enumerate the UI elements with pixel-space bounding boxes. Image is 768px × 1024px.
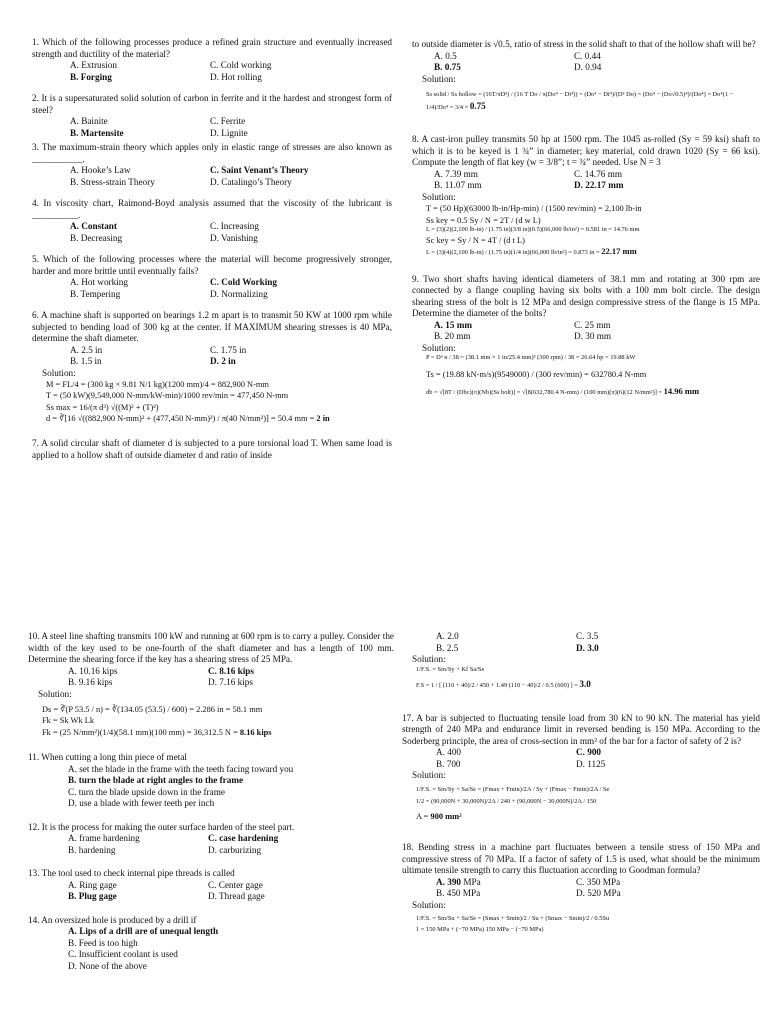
equation-shear-key: Ss key = 0.5 Sy / N = 2T / (d w L): [426, 215, 541, 225]
left-column-bottom: [28, 628, 394, 972]
question-18: [402, 842, 760, 934]
option-a: A. Extrusion: [70, 60, 117, 70]
equation-power: P = D³ n / 38 = (38.1 mm × 1 in/25.4 mm)³ (300 rpm) / 38 = 26.64 hp = 19.88 kW: [426, 354, 636, 362]
option-c: C. 3.5: [576, 631, 599, 641]
option-d: D. carburizing: [208, 844, 262, 855]
option-d: D. None of the above: [68, 960, 147, 971]
equation-bolt-diameter: [426, 386, 760, 398]
option-d: D. 30 mm: [574, 331, 612, 342]
equation-answer: 3.0: [579, 679, 591, 690]
option-b: B. Stress-strain Theory: [70, 176, 155, 187]
equation-text: F.S = 1 / [ (110 + 40)/2 / 450 + 1.49 (110 − 40)/2 / 0.5 (600) ] =: [416, 682, 580, 690]
page-bottom: [0, 512, 768, 1024]
option-b-answer: B. 0.75: [434, 62, 461, 72]
question-2: [32, 93, 392, 139]
solution-label: Solution:: [38, 688, 72, 699]
equation-factor-safety: 1/F.S. = Sm/Sy + Kf Sa/Se: [416, 665, 485, 673]
question-text-continued: to outside diameter is √0.5, ratio of stress in the solid shaft to that of the hollow shaft will be?: [412, 39, 756, 49]
question-text: 12. It is the process for making the outer surface harden of the steel part.: [28, 821, 295, 832]
option-a-unit: MPa: [461, 876, 481, 887]
equation-answer: 0.75: [469, 100, 486, 111]
option-a: A. Ring gage: [68, 879, 117, 890]
question-6: [32, 310, 392, 424]
equation-moment: M = FL/4 = (300 kg × 9.81 N/1 kg)(1200 mm)/4 = 882,900 N-mm: [46, 380, 269, 389]
question-text: 18. Bending stress in a machine part fluctuates between a tensile stress of 150 MPa and compressive stress of 70 MPa. If a factor of safety of 1.5 is used, what should be the minimum ultimate tensile strength to carry this fluctuation according to Goodman formula?: [402, 842, 760, 876]
option-c: C. Center gage: [208, 879, 263, 890]
option-c: C. Insufficient coolant is used: [68, 949, 178, 960]
equation-shaft-diameter: Ds = ∛(P 53.5 / n) = ∛(134.05 (53.5) / 600) = 2.286 in = 58.1 mm: [42, 705, 263, 714]
option-c-answer: C. 900: [576, 747, 602, 758]
option-d: D. 0.94: [574, 62, 602, 72]
option-b: B. 700: [436, 758, 461, 769]
option-a-answer: [436, 877, 576, 889]
option-d: D. Thread gage: [208, 891, 265, 902]
option-a-answer: A. Lips of a drill are of unequal length: [68, 926, 219, 937]
option-a-answer: A. 15 mm: [434, 319, 473, 330]
equation-diameter: [46, 413, 392, 424]
option-d: D. Vanishing: [210, 232, 258, 243]
equation-answer: 900 mm²: [430, 812, 462, 822]
question-text: 10. A steel line shafting transmits 100 kW and running at 600 rpm is to carry a pulley. Consider the width of the key used to be one-fourth of the shaft diameter and has a length of 100 mm. Determine the shearing force if the key has a shearing stress of 25 MPa.: [28, 631, 394, 664]
question-17: [402, 713, 760, 823]
equation-answer: 22.17 mm: [601, 245, 637, 256]
option-b: B. Decreasing: [70, 232, 123, 243]
option-a: A. 400: [436, 747, 462, 758]
question-16: [402, 631, 760, 691]
equation-answer: 8.16 kips: [239, 727, 272, 737]
solution-label: Solution:: [412, 654, 446, 664]
option-c-answer: C. Cold Working: [210, 277, 277, 287]
equation-shear-stress: Ss max = 16/(π d³) √((M)² + (T)²): [46, 402, 159, 412]
question-13: [28, 868, 394, 903]
option-d: D. Catalingo’s Theory: [210, 176, 292, 187]
option-a: A. Bainite: [70, 116, 108, 126]
equation-text: d = ∛[16 √((882,900 N-mm)² + (477,450 N-mm)²) / π(40 N/mm²)] = 50.4 mm =: [46, 414, 317, 424]
option-c: C. 14.76 mm: [574, 168, 622, 179]
question-text: 13. The tool used to check internal pipe threads is called: [28, 868, 235, 879]
solution-label: Solution:: [42, 367, 76, 378]
equation-key-force: Fk = Sk Wk Lk: [42, 716, 95, 726]
option-d: D. 7.16 kips: [208, 677, 253, 687]
option-b: B. hardening: [68, 844, 116, 855]
question-10: [28, 631, 394, 738]
option-d: D. 520 MPa: [576, 888, 621, 899]
equation-compression-key: Sc key = Sy / N = 4T / (d t L): [426, 235, 525, 245]
right-column-top: [412, 36, 760, 398]
equation-text: A =: [416, 812, 431, 822]
option-a: A. 7.39 mm: [434, 168, 478, 179]
option-b-answer: B. Forging: [70, 71, 112, 82]
question-text: 17. A bar is subjected to fluctuating tensile load from 30 kN to 90 kN. The material has yield strength of 240 MPa and endurance limit in reversed bending is 150 MPa. According to the Soderberg principle, the area of cross-section in mm² of the bar for a factor of safety of 2 is?: [402, 712, 760, 746]
option-a: A. 2.0: [436, 631, 459, 641]
option-c: C. 1.75 in: [210, 344, 247, 355]
solution-label: Solution:: [412, 899, 446, 910]
question-text: 9. Two short shafts having identical diameters of 38.1 mm and rotating at 300 rpm are connected by a flange coupling having six bolts with a 100 mm bolt circle. The design shearing stress of the bolt is 12 MPa and design compressive stress of the flange is 15 MPa. Determine the diameter of the bolts?: [412, 273, 760, 319]
equation-stress-ratio: [426, 91, 756, 112]
solution-label: Solution:: [422, 342, 456, 353]
option-a-value: A. 390: [436, 876, 462, 887]
question-text: 5. Which of the following processes where the material will become progressively stronger, harder and more brittle until eventually fails?: [32, 254, 392, 276]
option-c: C. turn the blade upside down in the frame: [68, 786, 225, 797]
option-b: B. 450 MPa: [436, 888, 481, 899]
equation-area: [416, 811, 760, 822]
equation-factor-safety-value: [416, 678, 760, 691]
equation-length-shear: L = (3)(2)(2,100 lb-in) / (1.75 in)(3/8 in)(0.5)(66,000 lb/in²) = 0.581 in = 14.76 mm: [426, 225, 640, 233]
option-c-answer: C. 8.16 kips: [208, 665, 254, 676]
option-a-answer: A. Constant: [70, 221, 117, 231]
option-d: D. use a blade with fewer teeth per inch: [68, 798, 215, 809]
equation-key-force-value: [42, 727, 394, 738]
option-d: D. Lignite: [210, 127, 248, 138]
question-text: 14. An oversized hole is produced by a drill if: [28, 914, 197, 925]
option-c: C. 350 MPa: [576, 876, 621, 887]
option-a: A. 2.5 in: [70, 344, 103, 355]
question-text: 4. In viscosity chart, Raimond-Boyd analysis assumed that the viscosity of the lubricant is __________.: [32, 198, 392, 220]
question-7-continued: [412, 39, 760, 112]
question-text: 7. A solid circular shaft of diameter d is subjected to a pure torsional load T. When same load is applied to a hollow shaft of outside diameter d and ratio of inside: [32, 438, 392, 460]
equation-text: Ss solid / Ss hollow = (16T/πD³) / (16 T Do / π(Do⁴ − Di⁴)) = (Do⁴ − Di⁴)/(D³ Do) = (Do⁴ − (Do√0.5)⁴)/(Do⁴) = Do⁴(1 − 1/4)/Do⁴ = 3/4 =: [426, 91, 734, 111]
equation-goodman: 1/F.S. = Sm/Su + Sa/Se = (Smax + Smin)/2 / Su + (Smax − Smin)/2 / 0.5Su: [416, 915, 610, 923]
equation-torque: T = (50 kW)(9,549,000 N-mm/kW-min)/1000 rev/min = 477,450 N-mm: [46, 391, 289, 401]
question-9: [412, 274, 760, 398]
option-b: B. Feed is too high: [68, 937, 138, 948]
option-b: B. 2.5: [436, 642, 459, 653]
question-14: [28, 915, 394, 973]
question-text: 8. A cast-iron pulley transmits 50 hp at 1500 rpm. The 1045 as-rolled (Sy = 59 ksi) shaft to which it is to be keyed is 1 ¾” in diameter; key material, cold drawn 1020 (Sy = 66 ksi). Compute the length of flat key (w = 3/8”; t = ¾” needed. Use N = 3: [412, 134, 760, 168]
equation-answer: 2 in: [316, 414, 330, 424]
question-4: [32, 198, 392, 244]
option-b: B. Tempering: [70, 288, 121, 299]
option-c: C. 25 mm: [574, 319, 611, 330]
option-b: B. 1.5 in: [70, 356, 102, 366]
equation-goodman-values: 1 = 150 MPa + (−70 MPa) 150 MPa − (−70 MPa): [416, 926, 544, 934]
option-c: C. Cold working: [210, 60, 272, 70]
equation-soderberg-values: 1/2 = (90,000N + 30,000N)/2A / 240 + (90,000N − 30,000N)/2A / 150: [416, 798, 597, 806]
option-c: C. Ferrite: [210, 116, 246, 126]
equation-text: db = √[8T / (Dbc)(π)(Nb)(Ss bolt)] = √[8(632,780.4 N-mm) / (100 mm)(π)(6)(12 N/mm²)] =: [426, 389, 664, 397]
left-column-top: [32, 34, 392, 461]
solution-label: Solution:: [412, 770, 446, 781]
equation-answer: 14.96 mm: [663, 386, 700, 397]
option-a: A. 10.16 kips: [68, 665, 118, 676]
question-text: 11. When cutting a long thin piece of metal: [28, 752, 187, 763]
question-text: 6. A machine shaft is supported on bearings 1.2 m apart is to transmit 50 KW at 1000 rpm while subjected to bending load of 300 kg at the center. If MAXIMUM shearing stresses is 40 MPa, determine the shaft diameter.: [32, 310, 392, 343]
option-a: A. Hot working: [70, 277, 128, 287]
equation-length-compression: [426, 246, 760, 258]
solution-label: Solution:: [422, 73, 456, 84]
question-1: [32, 37, 392, 83]
option-c-answer: C. case hardening: [208, 833, 279, 844]
option-b: B. 11.07 mm: [434, 180, 482, 191]
option-d-answer: D. 22.17 mm: [574, 180, 624, 191]
option-b-answer: B. Plug gage: [68, 891, 117, 902]
equation-text: Fk = (25 N/mm²)(1/4)(58.1 mm)(100 mm) = 36,312.5 N =: [42, 727, 240, 737]
question-3: [32, 142, 392, 188]
option-a: A. set the blade in the frame with the teeth facing toward you: [68, 763, 294, 774]
question-11: [28, 752, 394, 810]
equation-torque: Ts = (19.88 kN-m/s)(9549000) / (300 rev/min) = 632780.4 N-mm: [426, 369, 647, 379]
option-c: C. 0.44: [574, 50, 601, 61]
option-d: D. Normalizing: [210, 288, 268, 299]
equation-torque: T = (50 Hp)(63000 lb-in/Hp-min) / (1500 rev/min) = 2,100 lb-in: [426, 204, 642, 214]
question-12: [28, 822, 394, 857]
option-a: A. 0.5: [434, 50, 457, 61]
option-b: B. 9.16 kips: [68, 677, 113, 687]
option-a: A. frame hardening: [68, 833, 140, 844]
right-column-bottom: [402, 628, 760, 935]
equation-soderberg: 1/F.S. = Sm/Sy + Sa/Se = (Fmax + Fmin)/2A / Sy + (Fmax − Fmin)/2A / Se: [416, 785, 610, 793]
solution-label: Solution:: [422, 191, 456, 202]
option-d-answer: D. 2 in: [210, 356, 236, 366]
question-5: [32, 254, 392, 300]
equation-text: L = (3)(4)(2,100 lb-in) / (1.75 in)(1/4 in)(66,000 lb/in²) = 0.873 in =: [426, 248, 602, 256]
option-d-answer: D. 3.0: [576, 642, 599, 653]
option-d: D. Hot rolling: [210, 71, 262, 82]
option-b: B. 20 mm: [434, 331, 471, 342]
question-text: 2. It is a supersaturated solid solution of carbon in ferrite and it the hardest and strongest form of steel?: [32, 93, 392, 115]
option-b-answer: B. turn the blade at right angles to the frame: [68, 775, 244, 786]
option-d: D. 1125: [576, 758, 606, 769]
option-b-answer: B. Martensite: [70, 127, 124, 138]
option-c-answer: C. Saint Venant’s Theory: [210, 165, 309, 175]
question-text: 1. Which of the following processes produce a refined grain structure and eventually increased strength and ductility of the material?: [32, 37, 392, 59]
question-8: [412, 134, 760, 257]
question-7: [32, 438, 392, 461]
option-c: C. Increasing: [210, 221, 259, 231]
question-text: 3. The maximum-strain theory which apples only in elastic range of stresses are also known as ___________.: [32, 142, 392, 164]
option-a: A. Hooke’s Law: [70, 165, 131, 175]
